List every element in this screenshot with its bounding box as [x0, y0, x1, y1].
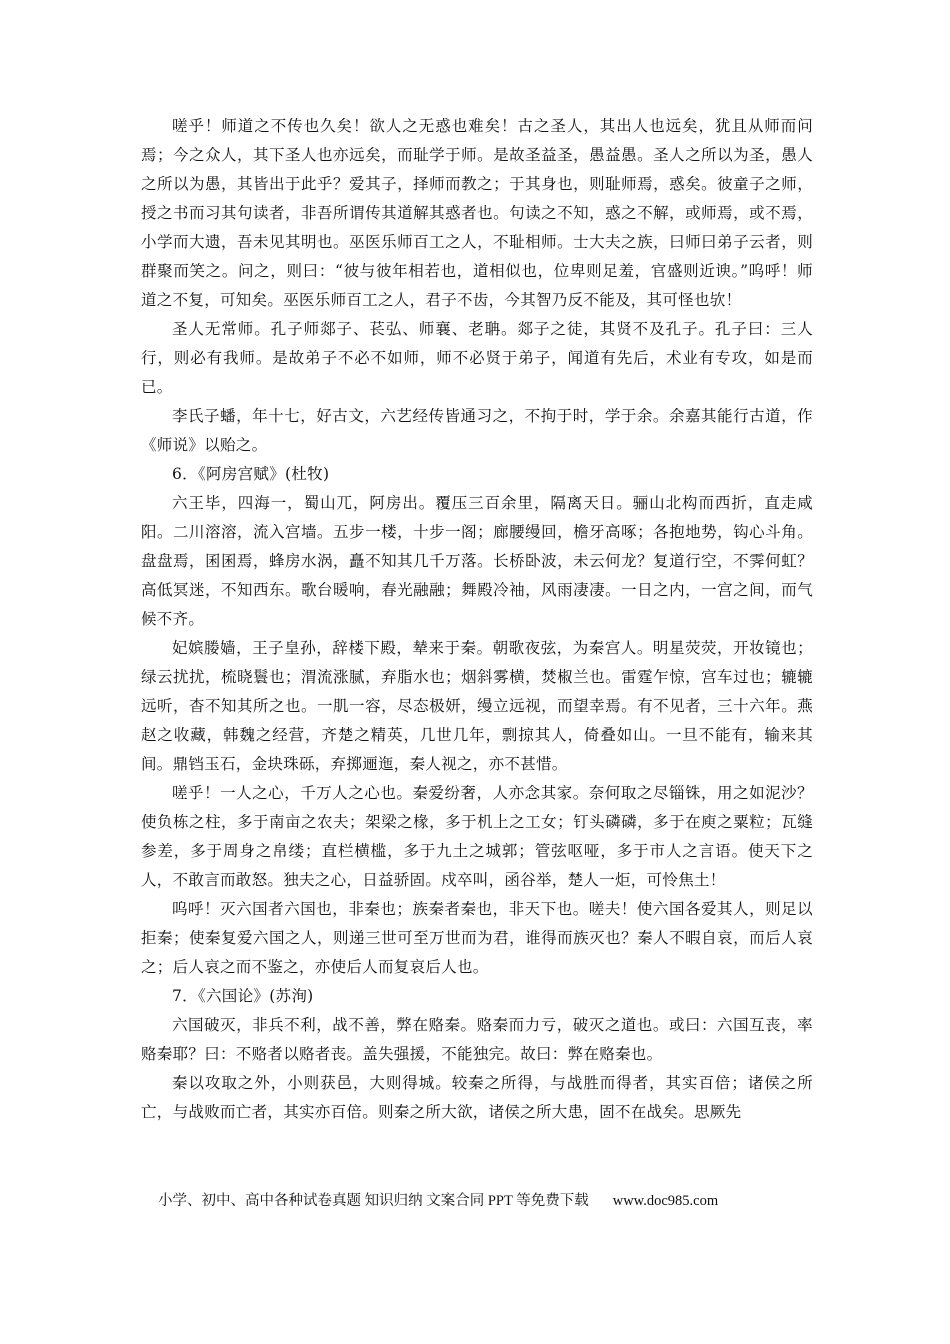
paragraph: 嗟乎！一人之心，千万人之心也。秦爱纷奢，人亦念其家。奈何取之尽锱铢，用之如泥沙？使负栋之柱，多于南亩之农夫；架梁之椽，多于机上之工女；钉头磷磷，多于在庾之粟粒；瓦缝参差，多于周身之帛缕；直栏横槛，多于九土之城郭；管弦呕哑，多于市人之言语。使天下之人，不敢言而敢怒。独夫之心，日益骄固。戍卒叫，函谷举，楚人一炬，可怜焦土！	[141, 784, 813, 889]
section-heading: 7．《六国论》(苏洵)	[172, 987, 314, 1005]
document-body	[141, 112, 813, 1127]
page-footer	[158, 1190, 798, 1212]
paragraph: 嗟乎！师道之不传也久矣！欲人之无惑也难矣！古之圣人，其出人也远矣，犹且从师而问焉；今之众人，其下圣人也亦远矣，而耻学于师。是故圣益圣，愚益愚。圣人之所以为圣，愚人之所以为愚，其皆出于此乎？爱其子，择师而教之；于其身也，则耻师焉，惑矣。彼童子之师，授之书而习其句读者，非吾所谓传其道解其惑者也。句读之不知，惑之不解，或师焉，或不焉，小学而大遗，吾未见其明也。巫医乐师百工之人，不耻相师。士大夫之族，曰师曰弟子云者，则群聚而笑之。问之，则曰：“彼与彼年相若也，道相似也，位卑则足羞，官盛则近谀。”呜呼！师道之不复，可知矣。巫医乐师百工之人，君子不齿，今其智乃反不能及，其可怪也欤！	[141, 117, 813, 309]
section-heading: 6．《阿房宫赋》(杜牧)	[172, 465, 330, 483]
paragraph: 六国破灭，非兵不利，战不善，弊在赂秦。赂秦而力亏，破灭之道也。或曰：六国互丧，率赂秦耶？曰：不赂者以赂者丧。盖失强援，不能独完。故曰：弊在赂秦也。	[141, 1016, 813, 1063]
footer-text: 小学、初中、高中各种试卷真题 知识归纳 文案合同 PPT 等免费下载	[158, 1193, 589, 1209]
paragraph: 圣人无常师。孔子师郯子、苌弘、师襄、老聃。郯子之徒，其贤不及孔子。孔子曰：三人行，则必有我师。是故弟子不必不如师，师不必贤于弟子，闻道有先后，术业有专攻，如是而已。	[141, 320, 813, 396]
paragraph: 秦以攻取之外，小则获邑，大则得城。较秦之所得，与战胜而得者，其实百倍；诸侯之所亡，与战败而亡者，其实亦百倍。则秦之所大欲，诸侯之所大患，固不在战矣。思厥先	[141, 1074, 813, 1121]
paragraph: 妃嫔媵嫱，王子皇孙，辞楼下殿，辇来于秦。朝歌夜弦，为秦宫人。明星荧荧，开妆镜也；绿云扰扰，梳晓鬟也；渭流涨腻，弃脂水也；烟斜雾横，焚椒兰也。雷霆乍惊，宫车过也；辘辘远听，杳不知其所之也。一肌一容，尽态极妍，缦立远视，而望幸焉。有不见者，三十六年。燕赵之收藏，韩魏之经营，齐楚之精英，几世几年，剽掠其人，倚叠如山。一旦不能有，输来其间。鼎铛玉石，金块珠砾，弃掷逦迤，秦人视之，亦不甚惜。	[141, 639, 813, 773]
paragraph: 呜呼！灭六国者六国也，非秦也；族秦者秦也，非天下也。嗟夫！使六国各爱其人，则足以拒秦；使秦复爱六国之人，则递三世可至万世而为君，谁得而族灭也？秦人不暇自哀，而后人哀之；后人哀之而不鉴之，亦使后人而复哀后人也。	[141, 900, 813, 976]
paragraph: 六王毕，四海一，蜀山兀，阿房出。覆压三百余里，隔离天日。骊山北构而西折，直走咸阳。二川溶溶，流入宫墙。五步一楼，十步一阁；廊腰缦回，檐牙高啄；各抱地势，钩心斗角。盘盘焉，囷囷焉，蜂房水涡，矗不知其几千万落。长桥卧波，未云何龙？复道行空，不霁何虹？高低冥迷，不知西东。歌台暖响，春光融融；舞殿冷袖，风雨凄凄。一日之内，一宫之间，而气候不齐。	[141, 494, 813, 628]
paragraph: 李氏子蟠，年十七，好古文，六艺经传皆通习之，不拘于时，学于余。余嘉其能行古道，作《师说》以贻之。	[141, 407, 813, 454]
footer-url: www.doc985.com	[612, 1193, 719, 1209]
